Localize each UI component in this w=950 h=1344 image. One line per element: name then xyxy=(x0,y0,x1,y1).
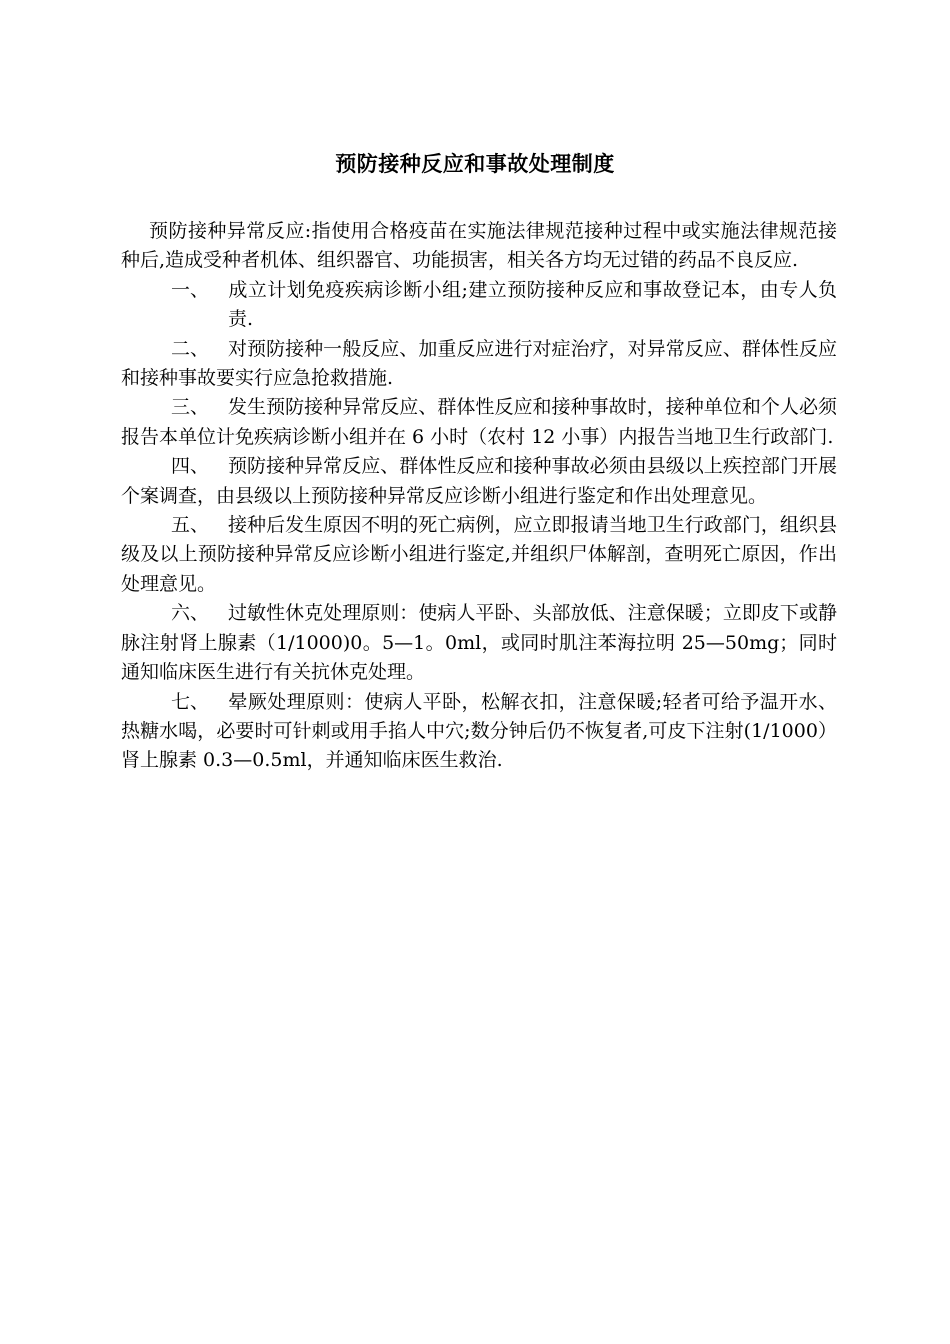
document-title: 预防接种反应和事故处理制度 xyxy=(335,152,615,176)
item-text: 对预防接种一般反应、加重反应进行对症治疗，对异常反应、群体性反应和接种事故要实行应急抢救措施. xyxy=(121,337,837,390)
item-text: 过敏性休克处理原则：使病人平卧、头部放低、注意保暖；立即皮下或静脉注射肾上腺素（1/1000)0。5—1。0ml，或同时肌注苯海拉明 25—50mg；同时通知临床医生进行有关抗休克处理。 xyxy=(121,602,837,684)
list-item xyxy=(121,688,837,776)
item-number: 四、 xyxy=(171,455,210,478)
item-number: 七、 xyxy=(171,690,210,713)
list-item xyxy=(121,276,837,335)
item-number: 三、 xyxy=(171,396,210,419)
list-item xyxy=(121,393,837,452)
item-text: 发生预防接种异常反应、群体性反应和接种事故时，接种单位和个人必须报告本单位计免疾病诊断小组并在 6 小时（农村 12 小事）内报告当地卫生行政部门. xyxy=(121,396,837,448)
list-item xyxy=(121,335,837,394)
item-number: 一、 xyxy=(171,278,210,301)
item-text: 预防接种异常反应、群体性反应和接种事故必须由县级以上疾控部门开展个案调查，由县级以上预防接种异常反应诊断小组进行鉴定和作出处理意见。 xyxy=(121,455,837,507)
list-item xyxy=(121,599,837,687)
list-item xyxy=(121,452,837,511)
item-number: 六、 xyxy=(171,602,210,625)
item-text: 成立计划免疫疾病诊断小组;建立预防接种反应和事故登记本，由专人负责. xyxy=(228,278,837,331)
list-item xyxy=(121,511,837,599)
item-text: 接种后发生原因不明的死亡病例，应立即报请当地卫生行政部门，组织县级及以上预防接种异常反应诊断小组进行鉴定,并组织尸体解剖，查明死亡原因，作出处理意见。 xyxy=(121,514,837,595)
intro-paragraph: 预防接种异常反应:指使用合格疫苗在实施法律规范接种过程中或实施法律规范接种后,造成受种者机体、组织器官、功能损害，相关各方均无过错的药品不良反应. xyxy=(121,220,837,272)
item-text: 晕厥处理原则：使病人平卧，松解衣扣，注意保暖;轻者可给予温开水、热糖水喝，必要时可针刺或用手掐人中穴;数分钟后仍不恢复者,可皮下注射(1/1000）肾上腺素 0.3—0.5ml，并通知临床医生救治. xyxy=(121,690,837,772)
item-number: 二、 xyxy=(171,337,210,360)
item-number: 五、 xyxy=(171,514,210,537)
document-body xyxy=(121,217,837,776)
